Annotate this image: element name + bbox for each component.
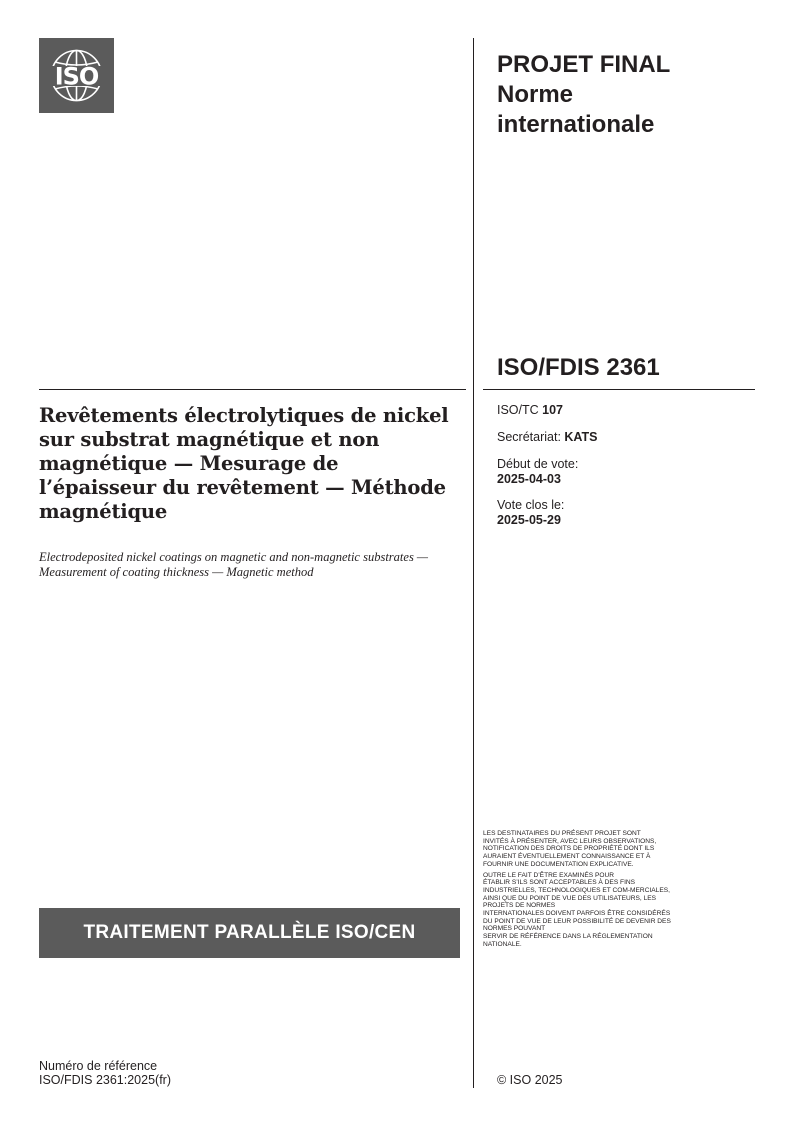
- title-french: Revêtements électrolytiques de nickel sur substrat magnétique et non magnétique — Mesurage de l’épaisseur du revêtement — Méthode magnétique: [39, 404, 449, 523]
- banner-text: TRAITEMENT PARALLÈLE ISO/CEN: [83, 922, 416, 943]
- vertical-divider: [473, 38, 474, 1088]
- doc-type-line-2: Norme: [497, 81, 574, 108]
- parallel-processing-banner: [39, 908, 460, 958]
- technical-committee: [497, 403, 757, 418]
- iso-logo: [39, 38, 114, 113]
- vote-end-value: 2025-05-29: [497, 513, 561, 527]
- document-number: ISO/FDIS 2361: [497, 354, 660, 381]
- vote-start-value: 2025-04-03: [497, 472, 561, 486]
- document-type: [497, 50, 757, 140]
- doc-type-line-3: internationale: [497, 111, 655, 138]
- horizontal-divider-right: [483, 389, 755, 390]
- recipients-notice: [483, 830, 758, 952]
- tc-label: ISO/TC: [497, 403, 539, 417]
- globe-icon: [39, 38, 114, 113]
- secretariat: [497, 430, 757, 445]
- horizontal-divider-left: [39, 389, 466, 390]
- doc-type-line-1: PROJET FINAL: [497, 51, 671, 78]
- reference-label: Numéro de référence: [39, 1059, 158, 1073]
- copyright-notice: © ISO 2025: [497, 1073, 563, 1087]
- secretariat-label: Secrétariat:: [497, 430, 561, 444]
- vote-start-label: Début de vote:: [497, 457, 579, 471]
- notice-paragraph-2: OUTRE LE FAIT D’ÊTRE EXAMINÉS POUR ÉTABLIR S’ILS SONT ACCEPTABLES À DES FINS INDUSTRIELLES, TECHNOLOGIQUES ET COM-MERCIALES, AINSI QUE DU POINT DE VUE DES UTILISATEURS, LES PROJETS DE NORMES INTERNATIONALES DOIVENT PARFOIS ÊTRE CONSIDÉRÉS DU POINT DE VUE DE LEUR POSSIBILITÉ DE DEVENIR DES NORMES POUVANT SERVIR DE RÉFÉRENCE DANS LA RÉGLEMENTATION NATIONALE.: [483, 871, 671, 948]
- logo-text: ISO: [54, 62, 99, 91]
- title-english: Electrodeposited nickel coatings on magnetic and non-magnetic substrates — Measurement of coating thickness — Magnetic method: [39, 550, 429, 579]
- secretariat-value: KATS: [564, 430, 598, 444]
- notice-paragraph-1: LES DESTINATAIRES DU PRÉSENT PROJET SONT INVITÉS À PRÉSENTER, AVEC LEURS OBSERVATIONS, NOTIFICATION DES DROITS DE PROPRIÉTÉ DONT ILS AURAIENT ÉVENTUELLEMENT CONNAISSANCE ET À FOURNIR UNE DOCUMENTATION EXPLICATIVE.: [483, 830, 657, 868]
- tc-value: 107: [542, 403, 564, 417]
- vote-start: [497, 457, 757, 487]
- vote-end-label: Vote clos le:: [497, 498, 565, 512]
- reference-number: [39, 1059, 171, 1087]
- metadata-block: [497, 403, 757, 539]
- vote-end: [497, 498, 757, 528]
- reference-value: ISO/FDIS 2361:2025(fr): [39, 1073, 172, 1087]
